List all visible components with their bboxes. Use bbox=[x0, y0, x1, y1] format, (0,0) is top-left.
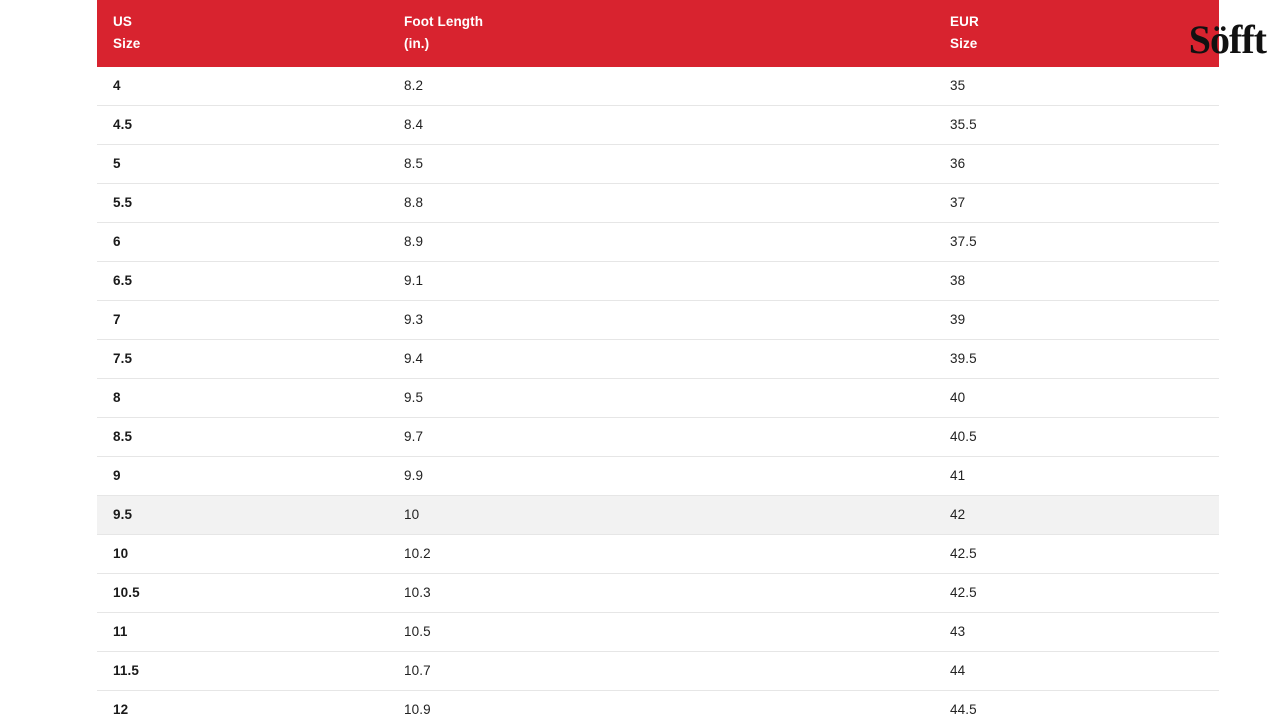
cell-foot-length: 10.7 bbox=[388, 651, 934, 690]
cell-eur-size: 35.5 bbox=[934, 105, 1219, 144]
cell-eur-size: 44.5 bbox=[934, 690, 1219, 720]
cell-us-size: 4 bbox=[97, 67, 388, 106]
cell-foot-length: 9.5 bbox=[388, 378, 934, 417]
table-row bbox=[97, 690, 1219, 720]
table-row bbox=[97, 144, 1219, 183]
table-row bbox=[97, 378, 1219, 417]
cell-us-size: 8 bbox=[97, 378, 388, 417]
cell-foot-length: 8.2 bbox=[388, 67, 934, 106]
table-header bbox=[97, 0, 1219, 67]
cell-eur-size: 43 bbox=[934, 612, 1219, 651]
table-row bbox=[97, 534, 1219, 573]
cell-eur-size: 44 bbox=[934, 651, 1219, 690]
cell-eur-size: 42.5 bbox=[934, 534, 1219, 573]
cell-foot-length: 8.4 bbox=[388, 105, 934, 144]
cell-foot-length: 10.3 bbox=[388, 573, 934, 612]
cell-us-size: 5.5 bbox=[97, 183, 388, 222]
cell-eur-size: 38 bbox=[934, 261, 1219, 300]
cell-us-size: 7.5 bbox=[97, 339, 388, 378]
cell-foot-length: 10.5 bbox=[388, 612, 934, 651]
table-body bbox=[97, 67, 1219, 720]
table-row bbox=[97, 339, 1219, 378]
sofft-wordmark-icon: Söfft bbox=[1188, 17, 1266, 62]
column-header-eur-size-line2: Size bbox=[950, 36, 978, 52]
table-row bbox=[97, 651, 1219, 690]
column-header-foot-length bbox=[388, 0, 934, 67]
size-conversion-table bbox=[97, 0, 1219, 720]
cell-us-size: 5 bbox=[97, 144, 388, 183]
column-header-foot-length-line1: Foot Length bbox=[404, 14, 484, 29]
cell-foot-length: 9.1 bbox=[388, 261, 934, 300]
cell-us-size: 9.5 bbox=[97, 495, 388, 534]
column-header-eur-size-line1: EUR bbox=[950, 14, 979, 29]
cell-us-size: 11.5 bbox=[97, 651, 388, 690]
cell-eur-size: 41 bbox=[934, 456, 1219, 495]
cell-foot-length: 8.9 bbox=[388, 222, 934, 261]
cell-us-size: 6.5 bbox=[97, 261, 388, 300]
cell-eur-size: 39.5 bbox=[934, 339, 1219, 378]
cell-eur-size: 42 bbox=[934, 495, 1219, 534]
cell-us-size: 4.5 bbox=[97, 105, 388, 144]
cell-eur-size: 39 bbox=[934, 300, 1219, 339]
cell-us-size: 12 bbox=[97, 690, 388, 720]
table-row bbox=[97, 417, 1219, 456]
cell-us-size: 6 bbox=[97, 222, 388, 261]
cell-eur-size: 36 bbox=[934, 144, 1219, 183]
cell-us-size: 10 bbox=[97, 534, 388, 573]
table-row bbox=[97, 67, 1219, 106]
cell-us-size: 8.5 bbox=[97, 417, 388, 456]
table-row bbox=[97, 573, 1219, 612]
column-header-us-size-line2: Size bbox=[113, 36, 141, 52]
cell-eur-size: 42.5 bbox=[934, 573, 1219, 612]
table-row bbox=[97, 300, 1219, 339]
column-header-us-size-line1: US bbox=[113, 14, 132, 29]
column-header-us-size bbox=[97, 0, 388, 67]
cell-eur-size: 37 bbox=[934, 183, 1219, 222]
sofft-logo bbox=[1156, 12, 1266, 68]
cell-foot-length: 9.3 bbox=[388, 300, 934, 339]
table-row bbox=[97, 456, 1219, 495]
cell-foot-length: 9.7 bbox=[388, 417, 934, 456]
cell-foot-length: 9.9 bbox=[388, 456, 934, 495]
cell-foot-length: 10.9 bbox=[388, 690, 934, 720]
cell-eur-size: 40.5 bbox=[934, 417, 1219, 456]
table-row bbox=[97, 105, 1219, 144]
table-header-row bbox=[97, 0, 1219, 67]
cell-us-size: 7 bbox=[97, 300, 388, 339]
column-header-foot-length-line2: (in.) bbox=[404, 36, 430, 52]
table-row bbox=[97, 261, 1219, 300]
cell-foot-length: 9.4 bbox=[388, 339, 934, 378]
table-row bbox=[97, 222, 1219, 261]
table-row bbox=[97, 495, 1219, 534]
table-row bbox=[97, 183, 1219, 222]
cell-foot-length: 8.8 bbox=[388, 183, 934, 222]
cell-us-size: 9 bbox=[97, 456, 388, 495]
cell-foot-length: 10 bbox=[388, 495, 934, 534]
cell-eur-size: 37.5 bbox=[934, 222, 1219, 261]
cell-foot-length: 8.5 bbox=[388, 144, 934, 183]
cell-us-size: 10.5 bbox=[97, 573, 388, 612]
cell-us-size: 11 bbox=[97, 612, 388, 651]
table-row bbox=[97, 612, 1219, 651]
cell-eur-size: 40 bbox=[934, 378, 1219, 417]
cell-foot-length: 10.2 bbox=[388, 534, 934, 573]
cell-eur-size: 35 bbox=[934, 67, 1219, 106]
